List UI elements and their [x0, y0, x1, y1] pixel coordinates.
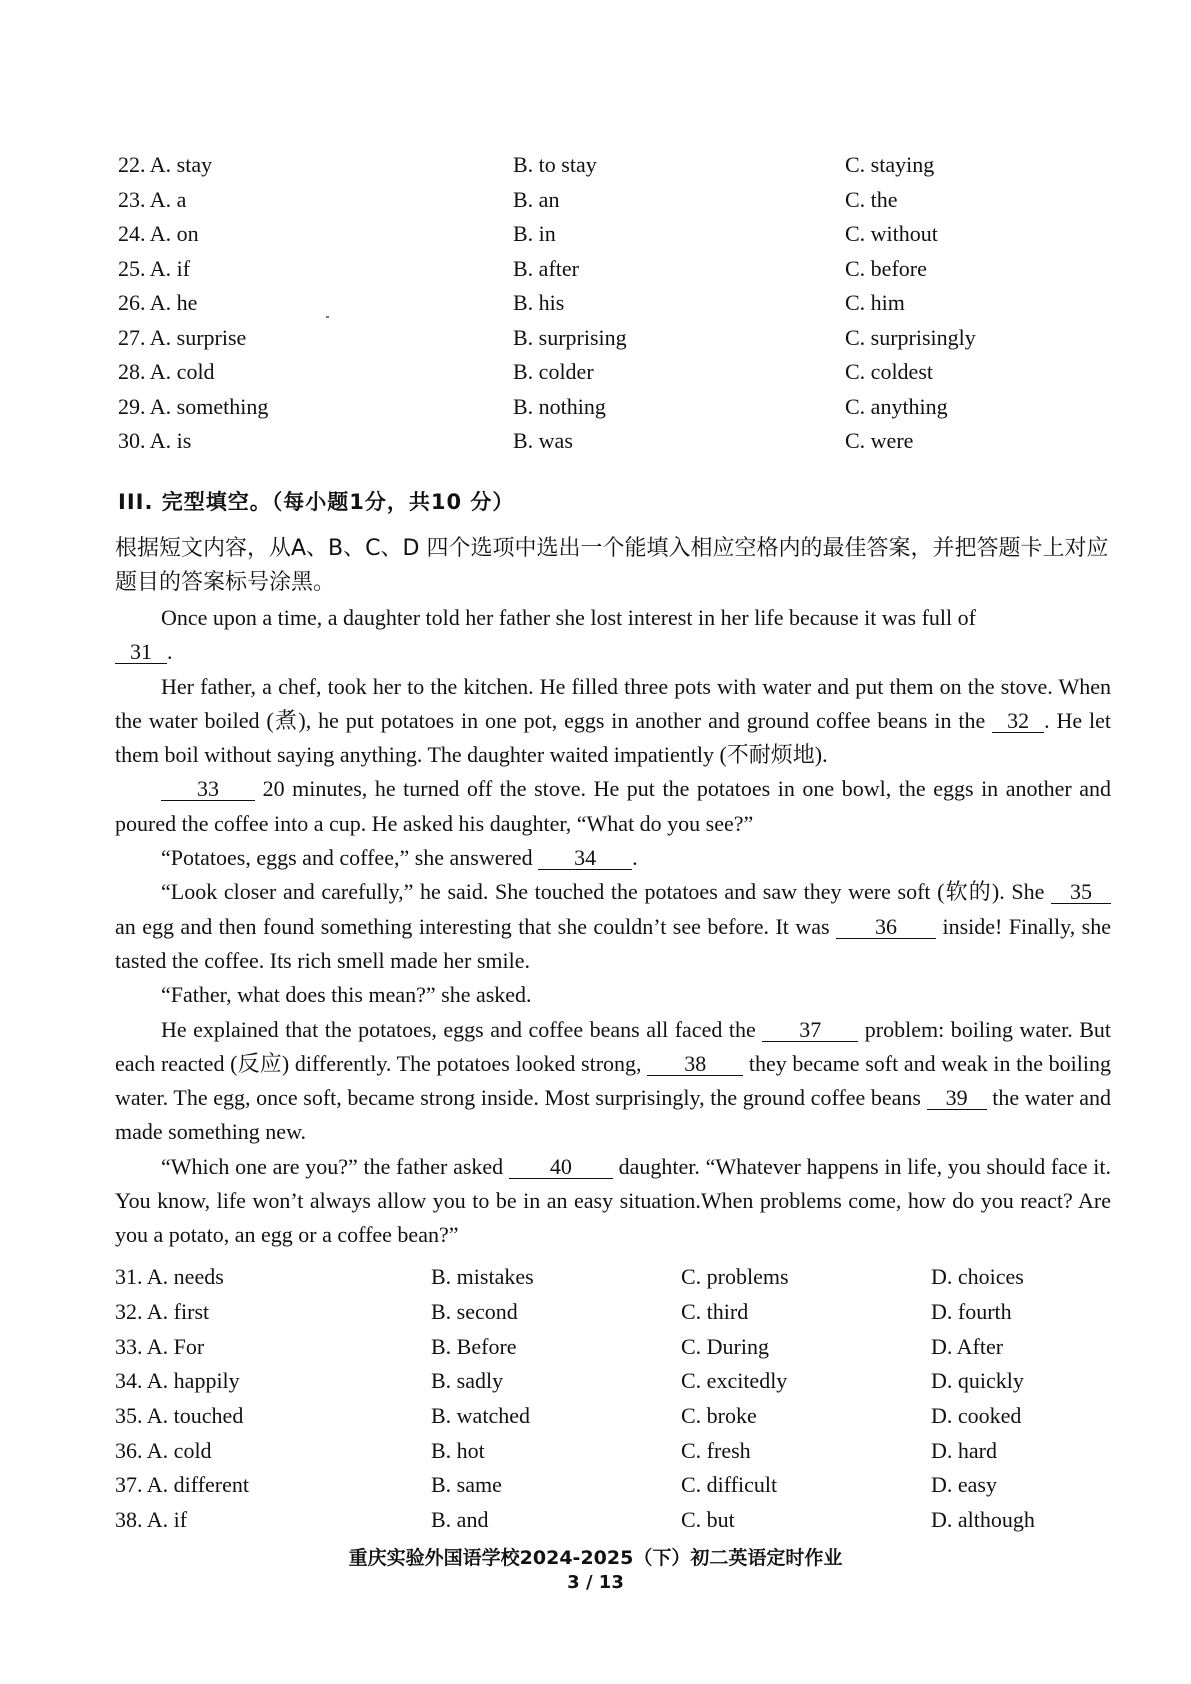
passage-text: daughter. “Whatever happens in life, you should face it. You know, life won’t always allow you to be in an easy situation.When problems come, how do you react? Are you a potato, an egg or a coffee bean?”	[115, 1153, 1111, 1248]
option-c: C. difficult	[681, 1472, 778, 1498]
option-row-34	[115, 1364, 1085, 1399]
option-a: 27. A. surprise	[118, 324, 247, 350]
option-a: 28. A. cold	[118, 359, 215, 385]
option-row-26	[118, 286, 1038, 321]
footer-school-title: 重庆实验外国语学校2024-2025（下）初二英语定时作业	[348, 1547, 843, 1569]
option-c: C. staying	[845, 152, 935, 178]
option-b: B. mistakes	[431, 1264, 534, 1290]
option-c: C. excitedly	[681, 1368, 788, 1394]
passage-text: inside! Finally, she tasted the coffee. Its rich smell made her smile.	[115, 913, 1112, 973]
option-a: 23. A. a	[118, 186, 187, 212]
option-c: C. coldest	[845, 359, 933, 385]
option-c: C. him	[845, 290, 905, 316]
option-a: 38. A. if	[115, 1507, 188, 1533]
option-c: C. before	[845, 255, 927, 281]
blank-35: 35	[1051, 881, 1111, 904]
option-b: B. surprising	[513, 324, 627, 350]
passage-text: they became soft and weak in the boiling water. The egg, once soft, became strong inside. Most surprisingly, the ground coffee beans	[115, 1050, 1111, 1111]
passage-paragraph	[115, 875, 1111, 978]
passage-text: the water and made something new.	[115, 1085, 1112, 1145]
passage-paragraph	[115, 978, 1111, 1012]
passage-text: “Potatoes, eggs and coffee,” she answered	[161, 845, 533, 871]
footer-page-number: 3 / 13	[567, 1572, 624, 1593]
option-b: B. after	[513, 255, 579, 281]
passage-paragraph	[115, 1013, 1111, 1150]
option-b: B. colder	[513, 359, 594, 385]
passage-text: Once upon a time, a daughter told her father she lost interest in her life because it was full of	[161, 605, 976, 630]
option-b: B. Before	[431, 1333, 517, 1359]
option-a: 36. A. cold	[115, 1437, 212, 1463]
option-c: C. the	[845, 186, 898, 212]
blank-36: 36	[836, 916, 936, 939]
option-b: B. nothing	[513, 393, 606, 419]
option-c: C. fresh	[681, 1437, 751, 1463]
option-a: 29. A. something	[118, 393, 269, 419]
option-a: 31. A. needs	[115, 1264, 224, 1290]
blank-33: 33	[161, 778, 255, 801]
section-instruction: 根据短文内容，从A、B、C、D 四个选项中选出一个能填入相应空格内的最佳答案，并把答题卡上对应题目的答案标号涂黑。	[115, 536, 1109, 595]
passage-paragraph	[115, 772, 1111, 841]
option-row-31	[115, 1260, 1085, 1295]
option-a: 30. A. is	[118, 428, 192, 454]
passage-paragraph	[115, 841, 1111, 875]
option-row-23	[118, 183, 1038, 218]
option-row-37	[115, 1468, 1085, 1503]
scan-speck	[326, 316, 329, 318]
option-b: B. and	[431, 1507, 489, 1533]
option-b: B. to stay	[513, 152, 597, 178]
option-b: B. sadly	[431, 1368, 504, 1394]
option-c: C. were	[845, 428, 914, 454]
passage-text: Her father, a chef, took her to the kitchen. He filled three pots with water and put them on the stove. When the water boiled (煮), he put potatoes in one pot, eggs in another and ground coffee beans in the	[115, 673, 1111, 733]
option-c: C. third	[681, 1299, 749, 1325]
option-d: D. hard	[931, 1437, 997, 1463]
option-b: B. second	[431, 1299, 518, 1325]
passage-paragraph	[115, 601, 1111, 670]
option-d: D. cooked	[931, 1403, 1022, 1429]
options-31-38	[115, 1260, 1085, 1538]
option-c: C. without	[845, 221, 938, 247]
option-b: B. same	[431, 1472, 502, 1498]
option-row-24	[118, 217, 1038, 252]
option-c: C. During	[681, 1333, 769, 1359]
option-d: D. easy	[931, 1472, 997, 1498]
passage-text: He explained that the potatoes, eggs and coffee beans all faced the	[161, 1016, 756, 1042]
passage-paragraph	[115, 1150, 1111, 1253]
blank-39: 39	[927, 1087, 987, 1110]
option-d: D. choices	[931, 1264, 1024, 1290]
option-row-30	[118, 424, 1038, 459]
option-row-22	[118, 148, 1038, 183]
option-b: B. watched	[431, 1403, 530, 1429]
option-a: 25. A. if	[118, 255, 191, 281]
passage-text: .	[632, 845, 638, 871]
blank-32: 32	[992, 710, 1044, 733]
option-a: 22. A. stay	[118, 152, 213, 178]
option-d: D. although	[931, 1507, 1035, 1533]
option-row-25	[118, 252, 1038, 287]
option-c: C. broke	[681, 1403, 757, 1429]
option-c: C. problems	[681, 1264, 789, 1290]
passage-text: . He let them boil without saying anything. The daughter waited impatiently (不耐烦地).	[115, 707, 1112, 768]
option-row-36	[115, 1433, 1085, 1468]
blank-31: 31	[115, 641, 167, 664]
passage-text: “Father, what does this mean?” she asked.	[161, 982, 532, 1008]
option-row-29	[118, 390, 1038, 425]
passage-paragraph	[115, 670, 1111, 773]
option-row-27	[118, 321, 1038, 356]
option-b: B. an	[513, 186, 560, 212]
option-row-32	[115, 1295, 1085, 1330]
option-a: 24. A. on	[118, 221, 199, 247]
option-a: 37. A. different	[115, 1472, 250, 1498]
option-d: D. quickly	[931, 1368, 1024, 1394]
option-a: 26. A. he	[118, 290, 198, 316]
option-a: 34. A. happily	[115, 1368, 240, 1394]
passage-text: problem: boiling water. But each reacted (反应) differently. The potatoes looked strong,	[115, 1016, 1111, 1076]
section-title: III. 完型填空。（每小题1分，共10 分）	[118, 490, 515, 514]
option-a: 35. A. touched	[115, 1403, 244, 1429]
options-22-30	[118, 148, 1038, 459]
option-row-33	[115, 1329, 1085, 1364]
option-b: B. hot	[431, 1437, 485, 1463]
option-c: C. but	[681, 1507, 735, 1533]
passage-text: “Look closer and carefully,” he said. She touched the potatoes and saw they were soft (软的). She	[161, 879, 1045, 905]
cloze-passage	[115, 601, 1111, 1253]
blank-40: 40	[509, 1156, 613, 1179]
option-c: C. surprisingly	[845, 324, 976, 350]
option-a: 33. A. For	[115, 1333, 205, 1359]
passage-text: .	[167, 639, 173, 665]
option-b: B. in	[513, 221, 556, 247]
option-row-28	[118, 355, 1038, 390]
option-row-35	[115, 1399, 1085, 1434]
option-a: 32. A. first	[115, 1299, 210, 1325]
blank-34: 34	[538, 847, 632, 870]
option-b: B. his	[513, 290, 565, 316]
passage-text: an egg and then found something interesting that she couldn’t see before. It was	[115, 913, 830, 939]
option-d: D. After	[931, 1333, 1004, 1359]
blank-37: 37	[762, 1019, 858, 1042]
option-c: C. anything	[845, 393, 948, 419]
passage-text: “Which one are you?” the father asked	[161, 1153, 504, 1179]
option-d: D. fourth	[931, 1299, 1012, 1325]
passage-text: 20 minutes, he turned off the stove. He put the potatoes in one bowl, the eggs in another and poured the coffee into a cup. He asked his daughter, “What do you see?”	[115, 776, 1112, 836]
option-row-38	[115, 1503, 1085, 1538]
blank-38: 38	[647, 1053, 743, 1076]
option-b: B. was	[513, 428, 573, 454]
